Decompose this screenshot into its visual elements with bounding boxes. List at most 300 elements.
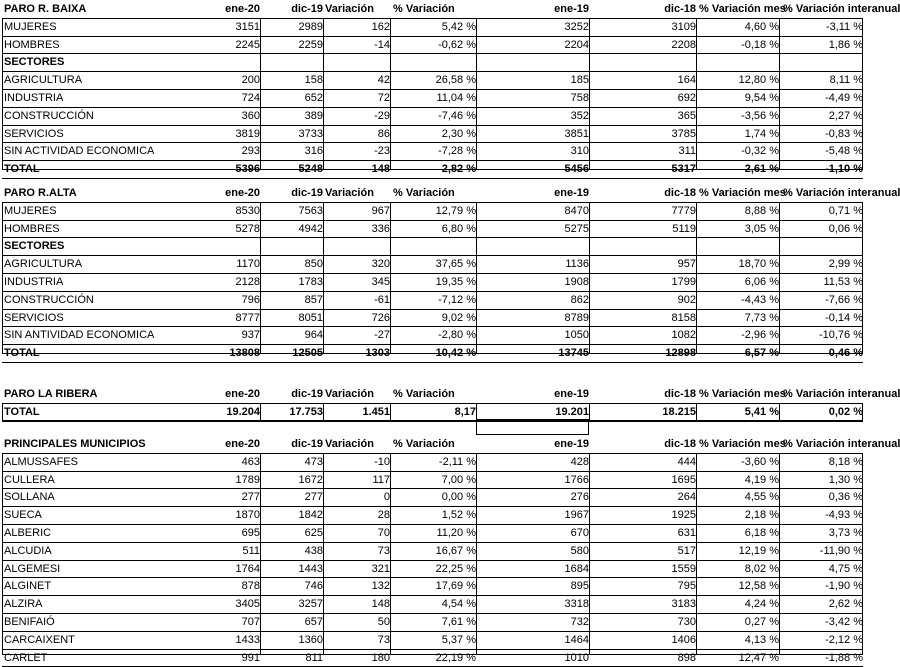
cell-value: 428	[570, 455, 589, 468]
table-row	[2, 108, 863, 126]
cell-value: 580	[570, 544, 589, 557]
cell-value: 473	[304, 455, 323, 468]
column-header: dic-18	[664, 388, 696, 400]
cell-value: 707	[241, 615, 260, 628]
cell-value: 3151	[235, 20, 260, 33]
table-row	[2, 614, 863, 632]
section-label: SECTORES	[4, 240, 65, 253]
column-header: ene-19	[554, 187, 589, 199]
row-label: TOTAL	[4, 405, 40, 418]
row-label: ALGEMESI	[4, 562, 61, 575]
cell-value: 162	[371, 20, 390, 33]
cell-value: 6,06 %	[744, 275, 779, 288]
cell-value: 511	[242, 544, 260, 557]
row-label: ALGINET	[4, 580, 52, 593]
cell-value: 86	[377, 127, 390, 140]
table-row	[2, 126, 863, 144]
cell-value: 796	[241, 293, 260, 306]
cell-value: 6,18 %	[744, 526, 779, 539]
column-header: % Variación mes	[699, 187, 786, 199]
cell-value: 158	[304, 74, 323, 87]
cell-value: 692	[677, 91, 696, 104]
cell-value: 311	[678, 145, 696, 158]
cell-value: 1672	[298, 473, 323, 486]
column-header: % Variación	[393, 3, 455, 15]
cell-value: 0,06 %	[828, 222, 863, 235]
cell-value: 1559	[671, 562, 696, 575]
cell-value: 310	[570, 145, 589, 158]
cell-value: 5,41 %	[744, 405, 779, 418]
cell-value: 937	[241, 329, 260, 342]
row-label: ALCUDIA	[4, 544, 52, 557]
cell-value: 148	[371, 598, 390, 611]
cell-value: 22,19 %	[435, 651, 476, 664]
column-header: % Variación mes	[699, 438, 786, 450]
cell-value: 50	[377, 615, 390, 628]
cell-value: 3252	[564, 20, 589, 33]
cell-value: 1433	[235, 633, 260, 646]
column-header: ene-19	[554, 3, 589, 15]
cell-value: 1908	[564, 275, 589, 288]
row-label: MUJERES	[4, 20, 57, 33]
table-title: PRINCIPALES MUNICIPIOS	[4, 438, 146, 450]
cell-value: 902	[677, 293, 696, 306]
cell-value: 1695	[671, 473, 696, 486]
column-header: % Variación	[393, 438, 455, 450]
cell-value: -4,43 %	[741, 293, 779, 306]
column-header: dic-19	[291, 388, 323, 400]
row-label: HOMBRES	[4, 38, 60, 51]
cell-value: 878	[241, 580, 260, 593]
table-title: PARO R. BAIXA	[4, 3, 87, 15]
cell-value: -3,42 %	[825, 615, 863, 628]
table-row	[2, 561, 863, 579]
cell-value: 4,60 %	[744, 20, 779, 33]
cell-value: 0,00 %	[441, 491, 476, 504]
cell-value: 1799	[671, 275, 696, 288]
cell-value: 746	[304, 580, 323, 593]
cell-value: 8,88 %	[744, 204, 779, 217]
cell-value: 26,58 %	[435, 74, 476, 87]
table-header	[2, 436, 900, 454]
cell-value: 8,11 %	[829, 74, 863, 87]
cell-value: 293	[241, 145, 260, 158]
column-header: ene-20	[225, 187, 260, 199]
cell-value: -14	[374, 38, 390, 51]
column-header: dic-18	[664, 438, 696, 450]
cell-value: 1406	[671, 633, 696, 646]
table-header	[2, 185, 900, 203]
cell-value: 991	[241, 651, 260, 664]
cell-value: -1,10 %	[825, 163, 863, 176]
table-row	[2, 310, 863, 328]
table-row	[2, 650, 863, 667]
cell-value: 850	[304, 258, 323, 271]
cell-value: 1789	[235, 473, 260, 486]
row-label: CONSTRUCCIÓN	[4, 293, 94, 306]
table-row	[2, 143, 863, 161]
cell-value: 70	[377, 526, 390, 539]
cell-value: 0,71 %	[828, 204, 863, 217]
table-row	[2, 292, 863, 310]
cell-value: 4942	[298, 222, 323, 235]
cell-value: -0,18 %	[741, 38, 779, 51]
cell-value: 320	[371, 258, 390, 271]
cell-value: 6,80 %	[441, 222, 476, 235]
cell-value: 1842	[298, 509, 323, 522]
cell-value: 12,80 %	[738, 74, 779, 87]
cell-value: 1,52 %	[441, 509, 476, 522]
cell-value: 22,25 %	[435, 562, 476, 575]
cell-value: 352	[570, 109, 589, 122]
row-label: TOTAL	[4, 163, 40, 176]
cell-value: 264	[677, 491, 696, 504]
cell-value: 7779	[671, 204, 696, 217]
cell-value: 1,86 %	[828, 38, 863, 51]
cell-value: 5396	[235, 163, 260, 176]
cell-value: -2,96 %	[741, 329, 779, 342]
cell-value: 277	[304, 491, 323, 504]
cell-value: 1,74 %	[744, 127, 779, 140]
row-label: AGRICULTURA	[4, 258, 83, 271]
cell-value: 360	[241, 109, 260, 122]
cell-value: -1,90 %	[825, 580, 863, 593]
column-header: % Variación interanual	[783, 3, 900, 15]
cell-value: 2245	[235, 38, 260, 51]
table-header	[2, 1, 900, 19]
cell-value: 862	[570, 293, 589, 306]
cell-value: 1684	[564, 562, 589, 575]
row-label: CULLERA	[4, 473, 55, 486]
cell-value: 444	[677, 455, 696, 468]
cell-value: 336	[371, 222, 390, 235]
cell-value: 2,99 %	[828, 258, 863, 271]
cell-value: 957	[677, 258, 696, 271]
cell-value: -7,28 %	[438, 145, 476, 158]
cell-value: 1082	[671, 329, 696, 342]
cell-value: 898	[677, 651, 696, 664]
table-row	[2, 72, 863, 90]
cell-value: 148	[371, 163, 390, 176]
table-row	[2, 525, 863, 543]
cell-value: 517	[677, 544, 696, 557]
row-label: ALZIRA	[4, 598, 43, 611]
cell-value: 73	[377, 633, 390, 646]
cell-value: 12505	[292, 347, 323, 360]
cell-value: 0	[383, 491, 390, 504]
cell-value: 277	[241, 491, 260, 504]
cell-value: 2128	[235, 275, 260, 288]
cell-value: 3183	[671, 598, 696, 611]
row-label: INDUSTRIA	[4, 275, 64, 288]
cell-value: 3851	[564, 127, 589, 140]
cell-value: 670	[570, 526, 589, 539]
section-row	[2, 54, 863, 72]
cell-value: 132	[371, 580, 390, 593]
cell-value: -7,66 %	[825, 293, 863, 306]
cell-value: 19,35 %	[435, 275, 476, 288]
cell-value: 8,18 %	[828, 455, 863, 468]
cell-value: 4,19 %	[744, 473, 779, 486]
cell-value: 1303	[365, 347, 390, 360]
column-header: dic-19	[291, 438, 323, 450]
cell-value: -0,14 %	[825, 311, 863, 324]
cell-value: 2,18 %	[744, 509, 779, 522]
row-label: SERVICIOS	[4, 127, 64, 140]
total-row	[2, 404, 863, 422]
cell-value: 73	[377, 544, 390, 557]
cell-value: 8158	[671, 311, 696, 324]
table-4	[2, 436, 900, 667]
cell-value: 2,27 %	[828, 109, 863, 122]
cell-value: 438	[304, 544, 323, 557]
cell-value: 1464	[564, 633, 589, 646]
row-label: HOMBRES	[4, 222, 60, 235]
row-label: SUECA	[4, 509, 42, 522]
cell-value: 724	[241, 91, 260, 104]
cell-value: 72	[377, 91, 390, 104]
table-row	[2, 221, 863, 239]
table-3	[2, 386, 900, 422]
cell-value: -3,60 %	[741, 455, 779, 468]
column-header: Variación	[325, 438, 374, 450]
table-row	[2, 543, 863, 561]
cell-value: 1870	[235, 509, 260, 522]
cell-value: 7,00 %	[441, 473, 476, 486]
cell-value: -3,11 %	[825, 20, 863, 33]
cell-value: 5456	[564, 163, 589, 176]
cell-value: 117	[372, 473, 390, 486]
cell-value: 10,42 %	[435, 347, 476, 360]
cell-value: -0,62 %	[438, 38, 476, 51]
cell-value: 5,42 %	[441, 20, 476, 33]
cell-value: 3318	[564, 598, 589, 611]
cell-value: -7,46 %	[438, 109, 476, 122]
cell-value: 3819	[235, 127, 260, 140]
cell-value: 1136	[565, 258, 589, 271]
cell-value: 12,47 %	[738, 651, 779, 664]
cell-value: 11,20 %	[436, 526, 476, 539]
cell-value: 17,69 %	[435, 580, 476, 593]
cell-value: 4,55 %	[744, 491, 779, 504]
cell-value: 3733	[298, 127, 323, 140]
cell-value: 321	[371, 562, 390, 575]
cell-value: 652	[304, 91, 323, 104]
cell-value: 11,53 %	[823, 275, 863, 288]
column-header: % Variación mes	[699, 388, 786, 400]
cell-value: 2,82 %	[441, 163, 476, 176]
column-header: ene-20	[225, 3, 260, 15]
cell-value: 964	[304, 329, 323, 342]
cell-value: 7563	[298, 204, 323, 217]
cell-value: 6,57 %	[744, 347, 779, 360]
cell-value: 732	[570, 615, 589, 628]
column-header: % Variación interanual	[783, 388, 900, 400]
row-label: SOLLANA	[4, 491, 55, 504]
cell-value: 8051	[298, 311, 323, 324]
cell-value: 0,02 %	[828, 405, 863, 418]
row-label: CONSTRUCCIÓN	[4, 109, 94, 122]
table-row	[2, 454, 863, 472]
cell-value: 0,27 %	[744, 615, 779, 628]
row-label: SIN ANTIVIDAD ECONOMICA	[4, 329, 155, 342]
cell-value: 5248	[298, 163, 323, 176]
cell-value: 758	[570, 91, 589, 104]
cell-value: -3,56 %	[741, 109, 779, 122]
cell-value: 726	[371, 311, 390, 324]
cell-value: 9,02 %	[441, 311, 476, 324]
cell-value: 8,17	[454, 405, 476, 418]
row-label: TOTAL	[4, 347, 40, 360]
table-header	[2, 386, 900, 404]
cell-value: 1443	[298, 562, 323, 575]
cell-value: 0,36 %	[828, 491, 863, 504]
cell-value: 18,70 %	[738, 258, 779, 271]
cell-value: 12898	[665, 347, 696, 360]
cell-value: -7,12 %	[438, 293, 476, 306]
cell-value: 730	[677, 615, 696, 628]
cell-value: 2204	[564, 38, 589, 51]
table-row	[2, 507, 863, 525]
table-row	[2, 19, 863, 37]
cell-value: -1,88 %	[825, 651, 863, 664]
cell-value: -0,32 %	[741, 145, 779, 158]
table-title: PARO R.ALTA	[4, 187, 77, 199]
cell-value: 17.753	[289, 405, 323, 418]
cell-value: 0,46 %	[828, 347, 863, 360]
row-label: AGRICULTURA	[4, 74, 83, 87]
column-header: % Variación interanual	[783, 187, 900, 199]
cell-value: 316	[304, 145, 323, 158]
row-label: BENIFAIÓ	[4, 615, 55, 628]
cell-value: 276	[570, 491, 589, 504]
cell-value: 1,30 %	[828, 473, 863, 486]
cell-value: 895	[570, 580, 589, 593]
cell-value: 42	[377, 74, 390, 87]
cell-value: -4,49 %	[825, 91, 863, 104]
section-row	[2, 238, 863, 256]
cell-value: 8777	[235, 311, 260, 324]
cell-value: 2,62 %	[828, 598, 863, 611]
cell-value: 657	[304, 615, 323, 628]
cell-value: 4,24 %	[744, 598, 779, 611]
cell-value: 11,04 %	[436, 91, 476, 104]
cell-value: -61	[374, 293, 390, 306]
cell-value: -4,93 %	[825, 509, 863, 522]
table-row	[2, 596, 863, 614]
table-row	[2, 489, 863, 507]
table-row	[2, 90, 863, 108]
cell-value: 1967	[564, 509, 589, 522]
cell-value: 180	[371, 651, 390, 664]
cell-value: -11,90 %	[819, 544, 863, 557]
cell-value: 19.201	[555, 405, 589, 418]
cell-value: -0,83 %	[825, 127, 863, 140]
row-label: SIN ACTIVIDAD ECONOMICA	[4, 145, 155, 158]
column-header: % Variación mes	[699, 3, 786, 15]
column-header: dic-18	[664, 187, 696, 199]
cell-value: 5278	[235, 222, 260, 235]
cell-value: 3,05 %	[744, 222, 779, 235]
cell-value: 37,65 %	[435, 258, 476, 271]
cell-value: 8,02 %	[744, 562, 779, 575]
cell-value: 1050	[564, 329, 589, 342]
total-row	[2, 161, 863, 179]
cell-value: 12,19 %	[738, 544, 779, 557]
cell-value: 8530	[235, 204, 260, 217]
cell-value: 3785	[671, 127, 696, 140]
table-2	[2, 185, 900, 363]
cell-value: 2208	[671, 38, 696, 51]
cell-value: 164	[677, 74, 696, 87]
table-1	[2, 1, 900, 179]
cell-value: 2,61 %	[744, 163, 779, 176]
cell-value: 1360	[298, 633, 323, 646]
cell-value: 2259	[298, 38, 323, 51]
cell-value: 795	[677, 580, 696, 593]
cell-value: 3405	[235, 598, 260, 611]
cell-value: 7,61 %	[441, 615, 476, 628]
section-label: SECTORES	[4, 56, 65, 69]
cell-value: -27	[374, 329, 390, 342]
table-row	[2, 274, 863, 292]
cell-value: 1764	[235, 562, 260, 575]
column-header: dic-18	[664, 3, 696, 15]
column-header: Variación	[325, 388, 374, 400]
table-row	[2, 256, 863, 274]
cell-value: 7,73 %	[744, 311, 779, 324]
cell-value: 5119	[672, 222, 696, 235]
cell-value: 2,30 %	[441, 127, 476, 140]
cell-value: 5317	[671, 163, 696, 176]
cell-value: 631	[677, 526, 696, 539]
cell-value: 200	[241, 74, 260, 87]
cell-value: 12,58 %	[738, 580, 779, 593]
column-header: ene-20	[225, 438, 260, 450]
cell-value: 4,75 %	[828, 562, 863, 575]
row-label: SERVICIOS	[4, 311, 64, 324]
cell-value: 1925	[671, 509, 696, 522]
cell-value: 1.451	[362, 405, 390, 418]
cell-value: 3257	[298, 598, 323, 611]
table-title: PARO LA RIBERA	[4, 388, 98, 400]
cell-value: 1766	[564, 473, 589, 486]
cell-value: 857	[304, 293, 323, 306]
column-header: ene-19	[554, 438, 589, 450]
total-row	[2, 345, 863, 363]
cell-value: 1170	[236, 258, 260, 271]
cell-value: 345	[371, 275, 390, 288]
row-label: ALMUSSAFES	[4, 455, 78, 468]
cell-value: 4,54 %	[441, 598, 476, 611]
cell-value: 4,13 %	[744, 633, 779, 646]
cell-value: 1783	[298, 275, 323, 288]
cell-value: 16,67 %	[435, 544, 476, 557]
cell-value: 3,73 %	[828, 526, 863, 539]
table-row	[2, 327, 863, 345]
row-label: ALBERIC	[4, 526, 52, 539]
cell-value: 2989	[298, 20, 323, 33]
column-header: Variación	[325, 3, 374, 15]
cell-value: -29	[374, 109, 390, 122]
row-label: CARLET	[4, 651, 48, 664]
row-label: MUJERES	[4, 204, 57, 217]
cell-value: 625	[304, 526, 323, 539]
cell-value: 9,54 %	[744, 91, 779, 104]
cell-value: -10	[374, 455, 390, 468]
cell-value: -10,76 %	[818, 329, 863, 342]
cell-value: 185	[570, 74, 589, 87]
